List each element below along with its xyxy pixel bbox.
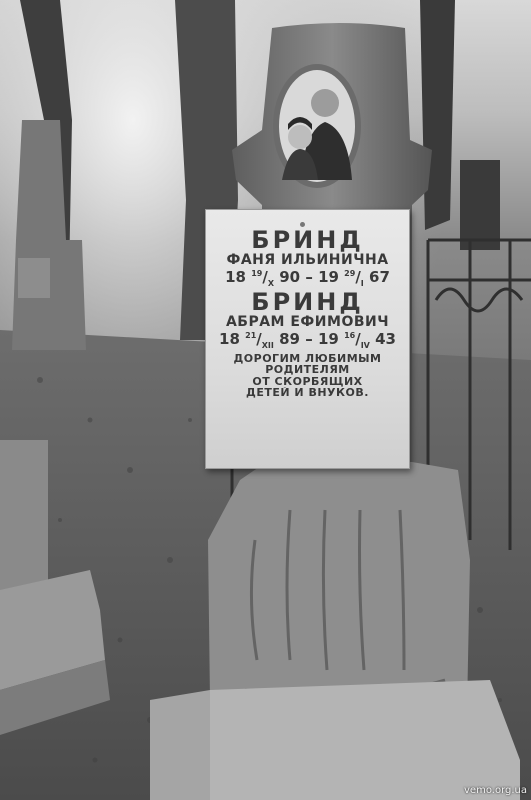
watermark: vemo.org.ua [464, 785, 527, 796]
given-name-first: ФАНЯ ИЛЬИНИЧНА [226, 253, 389, 268]
memorial-plaque [205, 209, 410, 469]
epitaph-line: ОТ СКОРБЯЩИХ [252, 375, 363, 388]
epitaph-line: ДОРОГИМ ЛЮБИМЫМ [233, 352, 382, 365]
dates-second: 18 $^{21}/_{XII}$ 89 – 19 $^{16}/_{IV}$ 43 [219, 332, 396, 351]
surname-first: БРИНД [251, 228, 364, 254]
tree-trunk-right [420, 0, 455, 230]
dates-first: 18 $^{19}/_X$ 90 – 19 $^{29}/_I$ 67 [225, 269, 390, 288]
left-grave-stone [0, 440, 48, 600]
obelisk-plate [18, 258, 50, 298]
plaque-screw [300, 222, 305, 227]
surname-second: БРИНД [251, 290, 364, 316]
epitaph-line: РОДИТЕЛЯМ [265, 364, 350, 376]
background-headstone [460, 160, 500, 250]
pedestal-left [150, 690, 210, 800]
pedestal-top [210, 680, 520, 800]
given-name-second: АБРАМ ЕФИМОВИЧ [225, 315, 390, 331]
epitaph-line: ДЕТЕЙ И ВНУКОВ. [246, 387, 369, 399]
